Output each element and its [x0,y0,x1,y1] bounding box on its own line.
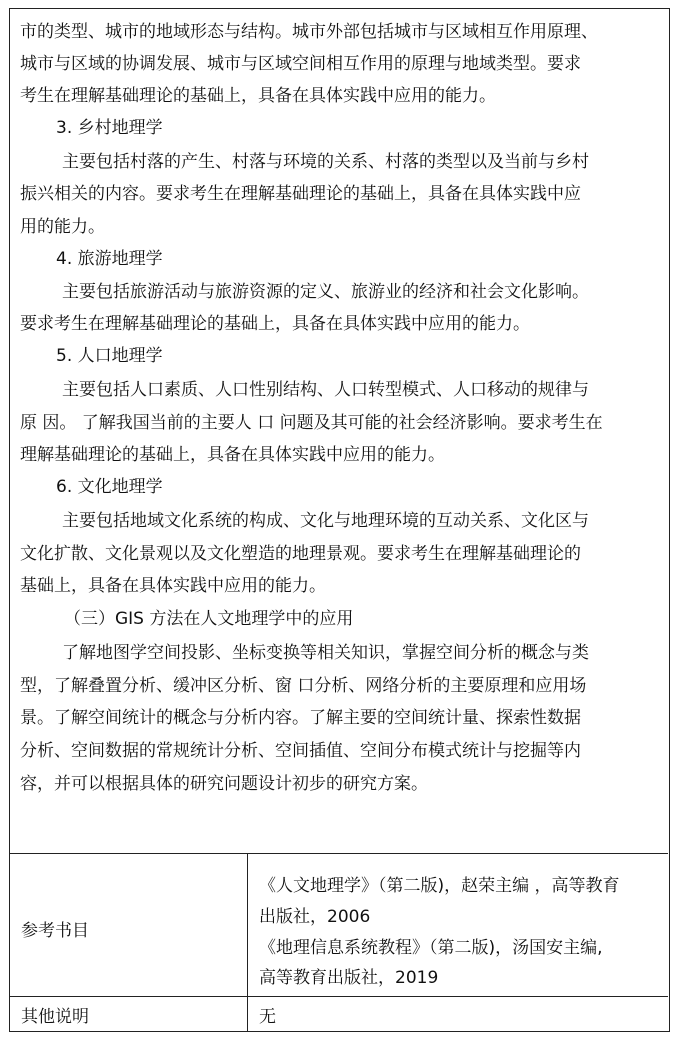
reference-line: 高等教育出版社，2019 [259,968,439,988]
body-line: 文化扩散、文化景观以及文化塑造的地理景观。要求考生在理解基础理论的 [20,544,581,564]
body-line: 景。了解空间统计的概念与分析内容。了解主要的空间统计量、探索性数据 [20,708,581,728]
section-heading: 6. 文化地理学 [56,477,163,497]
reference-text: 《人文地理学》（第二版)，赵荣主编 ，高等教育 [259,876,620,896]
table-column-divider [247,854,248,1031]
section-heading: （三）GIS 方法在人文地理学中的应用 [64,609,354,629]
section-heading: 4. 旅游地理学 [56,249,163,269]
section-heading: 5. 人口地理学 [56,346,163,366]
body-line: 分析、空间数据的常规统计分析、空间插值、空间分布模式统计与挖掘等内 [20,741,581,761]
body-line: 城市与区域的协调发展、城市与区域空间相互作用的原理与地域类型。要求 [20,54,581,74]
body-line: 振兴相关的内容。要求考生在理解基础理论的基础上，具备在具体实践中应 [20,184,581,204]
reference-line [259,871,620,901]
body-line: 基础上，具备在具体实践中应用的能力。 [20,576,326,596]
body-text [10,9,668,852]
document-frame [9,8,670,1032]
references-label: 参考书目 [21,921,89,941]
notes-value: 无 [259,1007,276,1027]
body-line: 要求考生在理解基础理论的基础上，具备在具体实践中应用的能力。 [20,314,530,334]
section-heading: 3. 乡村地理学 [56,118,163,138]
body-line: 原 因。 了解我国当前的主要人 口 问题及其可能的社会经济影响。要求考生在 [20,413,603,433]
notes-label: 其他说明 [21,1007,89,1027]
body-line: 理解基础理论的基础上，具备在具体实践中应用的能力。 [20,445,445,465]
body-line: 了解地图学空间投影、坐标变换等相关知识，掌握空间分析的概念与类 [62,643,589,663]
reference-line: 出版社，2006 [259,907,371,927]
reference-line: 《地理信息系统教程》（第二版)，汤国安主编, [259,938,603,958]
body-line: 用的能力。 [20,217,105,237]
body-line: 容，并可以根据具体的研究问题设计初步的研究方案。 [20,774,428,794]
body-line: 考生在理解基础理论的基础上，具备在具体实践中应用的能力。 [20,86,496,106]
body-line-spellcheck [20,671,586,701]
body-line: 型，了解叠置分析、缓冲区分析、窗 口分析、网络分析的主要原理和应用场 [20,676,587,696]
table-divider [10,996,668,997]
body-line: 主要包括旅游活动与旅游资源的定义、旅游业的经济和社会文化影响。 [62,282,589,302]
body-line: 市的类型、城市的地域形态与结构。城市外部包括城市与区域相互作用原理、 [20,22,598,42]
body-line: 主要包括地域文化系统的构成、文化与地理环境的互动关系、文化区与 [62,511,589,531]
body-line: 主要包括村落的产生、村落与环境的关系、村落的类型以及当前与乡村 [62,152,589,172]
body-line: 主要包括人口素质、人口性别结构、人口转型模式、人口移动的规律与 [62,380,589,400]
table-divider [10,853,668,854]
